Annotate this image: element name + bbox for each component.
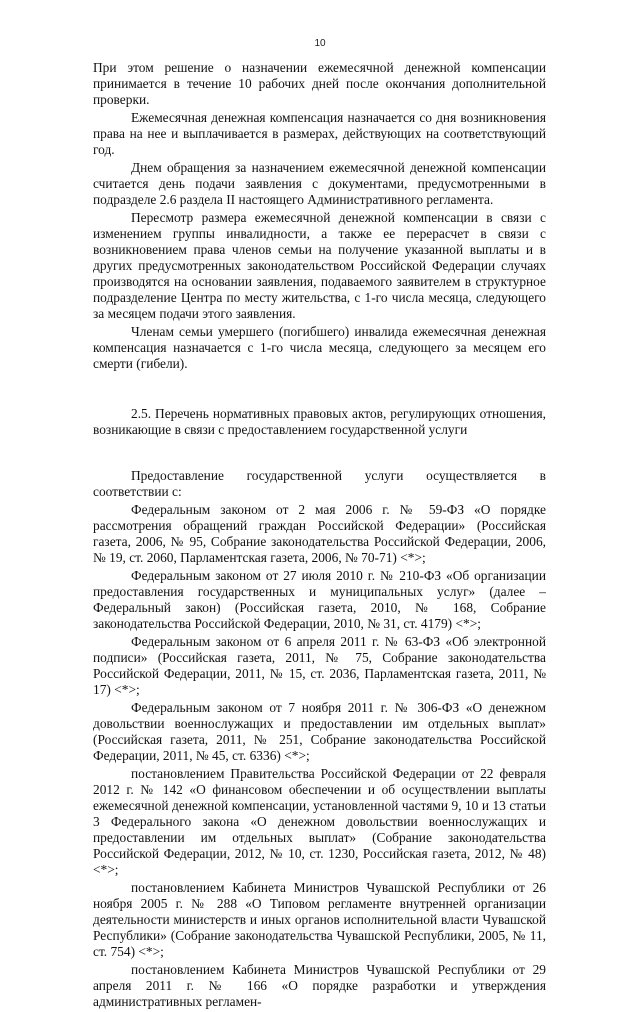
paragraph: При этом решение о назначении ежемесячной денежной компенсации принимается в течение 10 рабочих дней после окончания дополнительной проверки. — [93, 60, 546, 107]
paragraph: Ежемесячная денежная компенсация назначается со дня возникновения права на нее и выплачивается в размерах, действующих на соответствующий год. — [93, 110, 546, 157]
spacer — [93, 374, 546, 406]
legal-act-item: постановлением Кабинета Министров Чувашской Республики от 29 апреля 2011 г. № 166 «О порядке разработки и утверждения административных регламен- — [93, 962, 546, 1009]
page-number: 10 — [314, 38, 326, 49]
paragraph: Предоставление государственной услуги осуществляется в соответствии с: — [93, 468, 546, 499]
paragraph: Днем обращения за назначением ежемесячной денежной компенсации считается день подачи заявления с документами, предусмотренными в подразделе 2.6 раздела II настоящего Административного регламента. — [93, 160, 546, 207]
legal-act-item: Федеральным законом от 6 апреля 2011 г. № 63-ФЗ «Об электронной подписи» (Российская газета, 2011, № 75, Собрание законодательства Российской Федерации, 2011, № 15, ст. 2036, Парламентская газета, 2011, № 17) <*>; — [93, 634, 546, 697]
legal-act-item: постановлением Правительства Российской Федерации от 22 февраля 2012 г. № 142 «О финансовом обеспечении и об осуществлении выплаты ежемесячной денежной компенсации, установленной частями 9, 10 и 13 статьи 3 Федерального закона «О денежном довольствии военнослужащих и предоставлении им отдельных выплат» (Собрание законодательства Российской Федерации, 2012, № 10, ст. 1230, Российская газета, 2012, № 48) <*>; — [93, 766, 546, 877]
spacer — [93, 440, 546, 468]
legal-act-item: постановлением Кабинета Министров Чувашской Республики от 26 ноября 2005 г. № 288 «О Типовом регламенте внутренней организации деятельности министерств и иных органов исполнительной власти Чувашской Республики» (Собрание законодательства Чувашской Республики, 2005, № 11, ст. 754) <*>; — [93, 880, 546, 959]
legal-act-item: Федеральным законом от 7 ноября 2011 г. № 306-ФЗ «О денежном довольствии военнослужащих и предоставлении им отдельных выплат» (Российская газета, 2011, № 251, Собрание законодательства Российской Федерации, 2011, № 45, ст. 6336) <*>; — [93, 700, 546, 763]
section-heading: 2.5. Перечень нормативных правовых актов, регулирующих отношения, возникающие в связи с предоставлением государственной услуги — [93, 406, 546, 437]
legal-act-item: Федеральным законом от 2 мая 2006 г. № 59-ФЗ «О порядке рассмотрения обращений граждан Российской Федерации» (Российская газета, 2006, № 95, Собрание законодательства Российской Федерации, 2006, № 19, ст. 2060, Парламентская газета, 2006, № 70-71) <*>; — [93, 502, 546, 565]
document-body — [93, 60, 546, 1012]
paragraph: Пересмотр размера ежемесячной денежной компенсации в связи с изменением группы инвалидности, а также ее перерасчет в связи с возникновением права членов семьи на получение указанной выплаты и в других предусмотренных законодательством Российской Федерации случаях производятся на основании заявления, подаваемого заявителем в структурное подразделение Центра по месту жительства, с 1-го числа месяца, следующего за месяцем подачи этого заявления. — [93, 210, 546, 321]
legal-act-item: Федеральным законом от 27 июля 2010 г. № 210-ФЗ «Об организации предоставления государственных и муниципальных услуг» (далее – Федеральный закон) (Российская газета, 2010, № 168, Собрание законодательства Российской Федерации, 2010, № 31, ст. 4179) <*>; — [93, 568, 546, 631]
paragraph: Членам семьи умершего (погибшего) инвалида ежемесячная денежная компенсация назначается с 1-го числа месяца, следующего за месяцем его смерти (гибели). — [93, 324, 546, 371]
